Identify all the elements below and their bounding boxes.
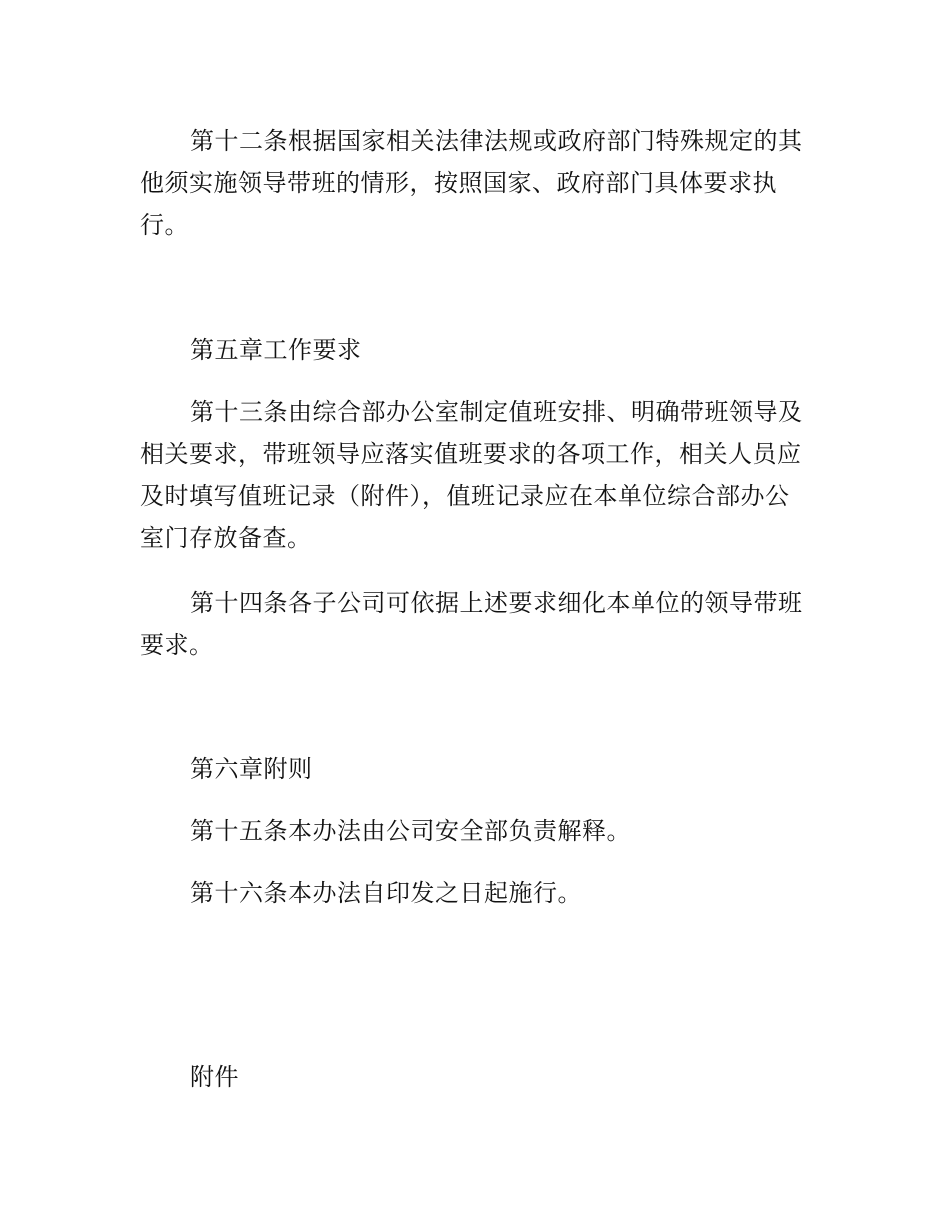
article-13: 第十三条由综合部办公室制定值班安排、明确带班领导及相关要求，带班领导应落实值班要求的各项工作，相关人员应及时填写值班记录（附件），值班记录应在本单位综合部办公室门存放备查。 xyxy=(140,398,803,552)
article-16: 第十六条本办法自印发之日起施行。 xyxy=(190,879,582,907)
attachment-title: 附件 xyxy=(190,1063,239,1091)
article-12: 第十二条根据国家相关法律法规或政府部门特殊规定的其他须实施领导带班的情形，按照国家、政府部门具体要求执行。 xyxy=(140,127,803,239)
article-14: 第十四条各子公司可依据上述要求细化本单位的领导带班要求。 xyxy=(140,589,803,659)
chapter-6-title: 第六章附则 xyxy=(190,755,313,783)
chapter-5-title: 第五章工作要求 xyxy=(190,336,362,364)
article-15: 第十五条本办法由公司安全部负责解释。 xyxy=(190,817,631,845)
